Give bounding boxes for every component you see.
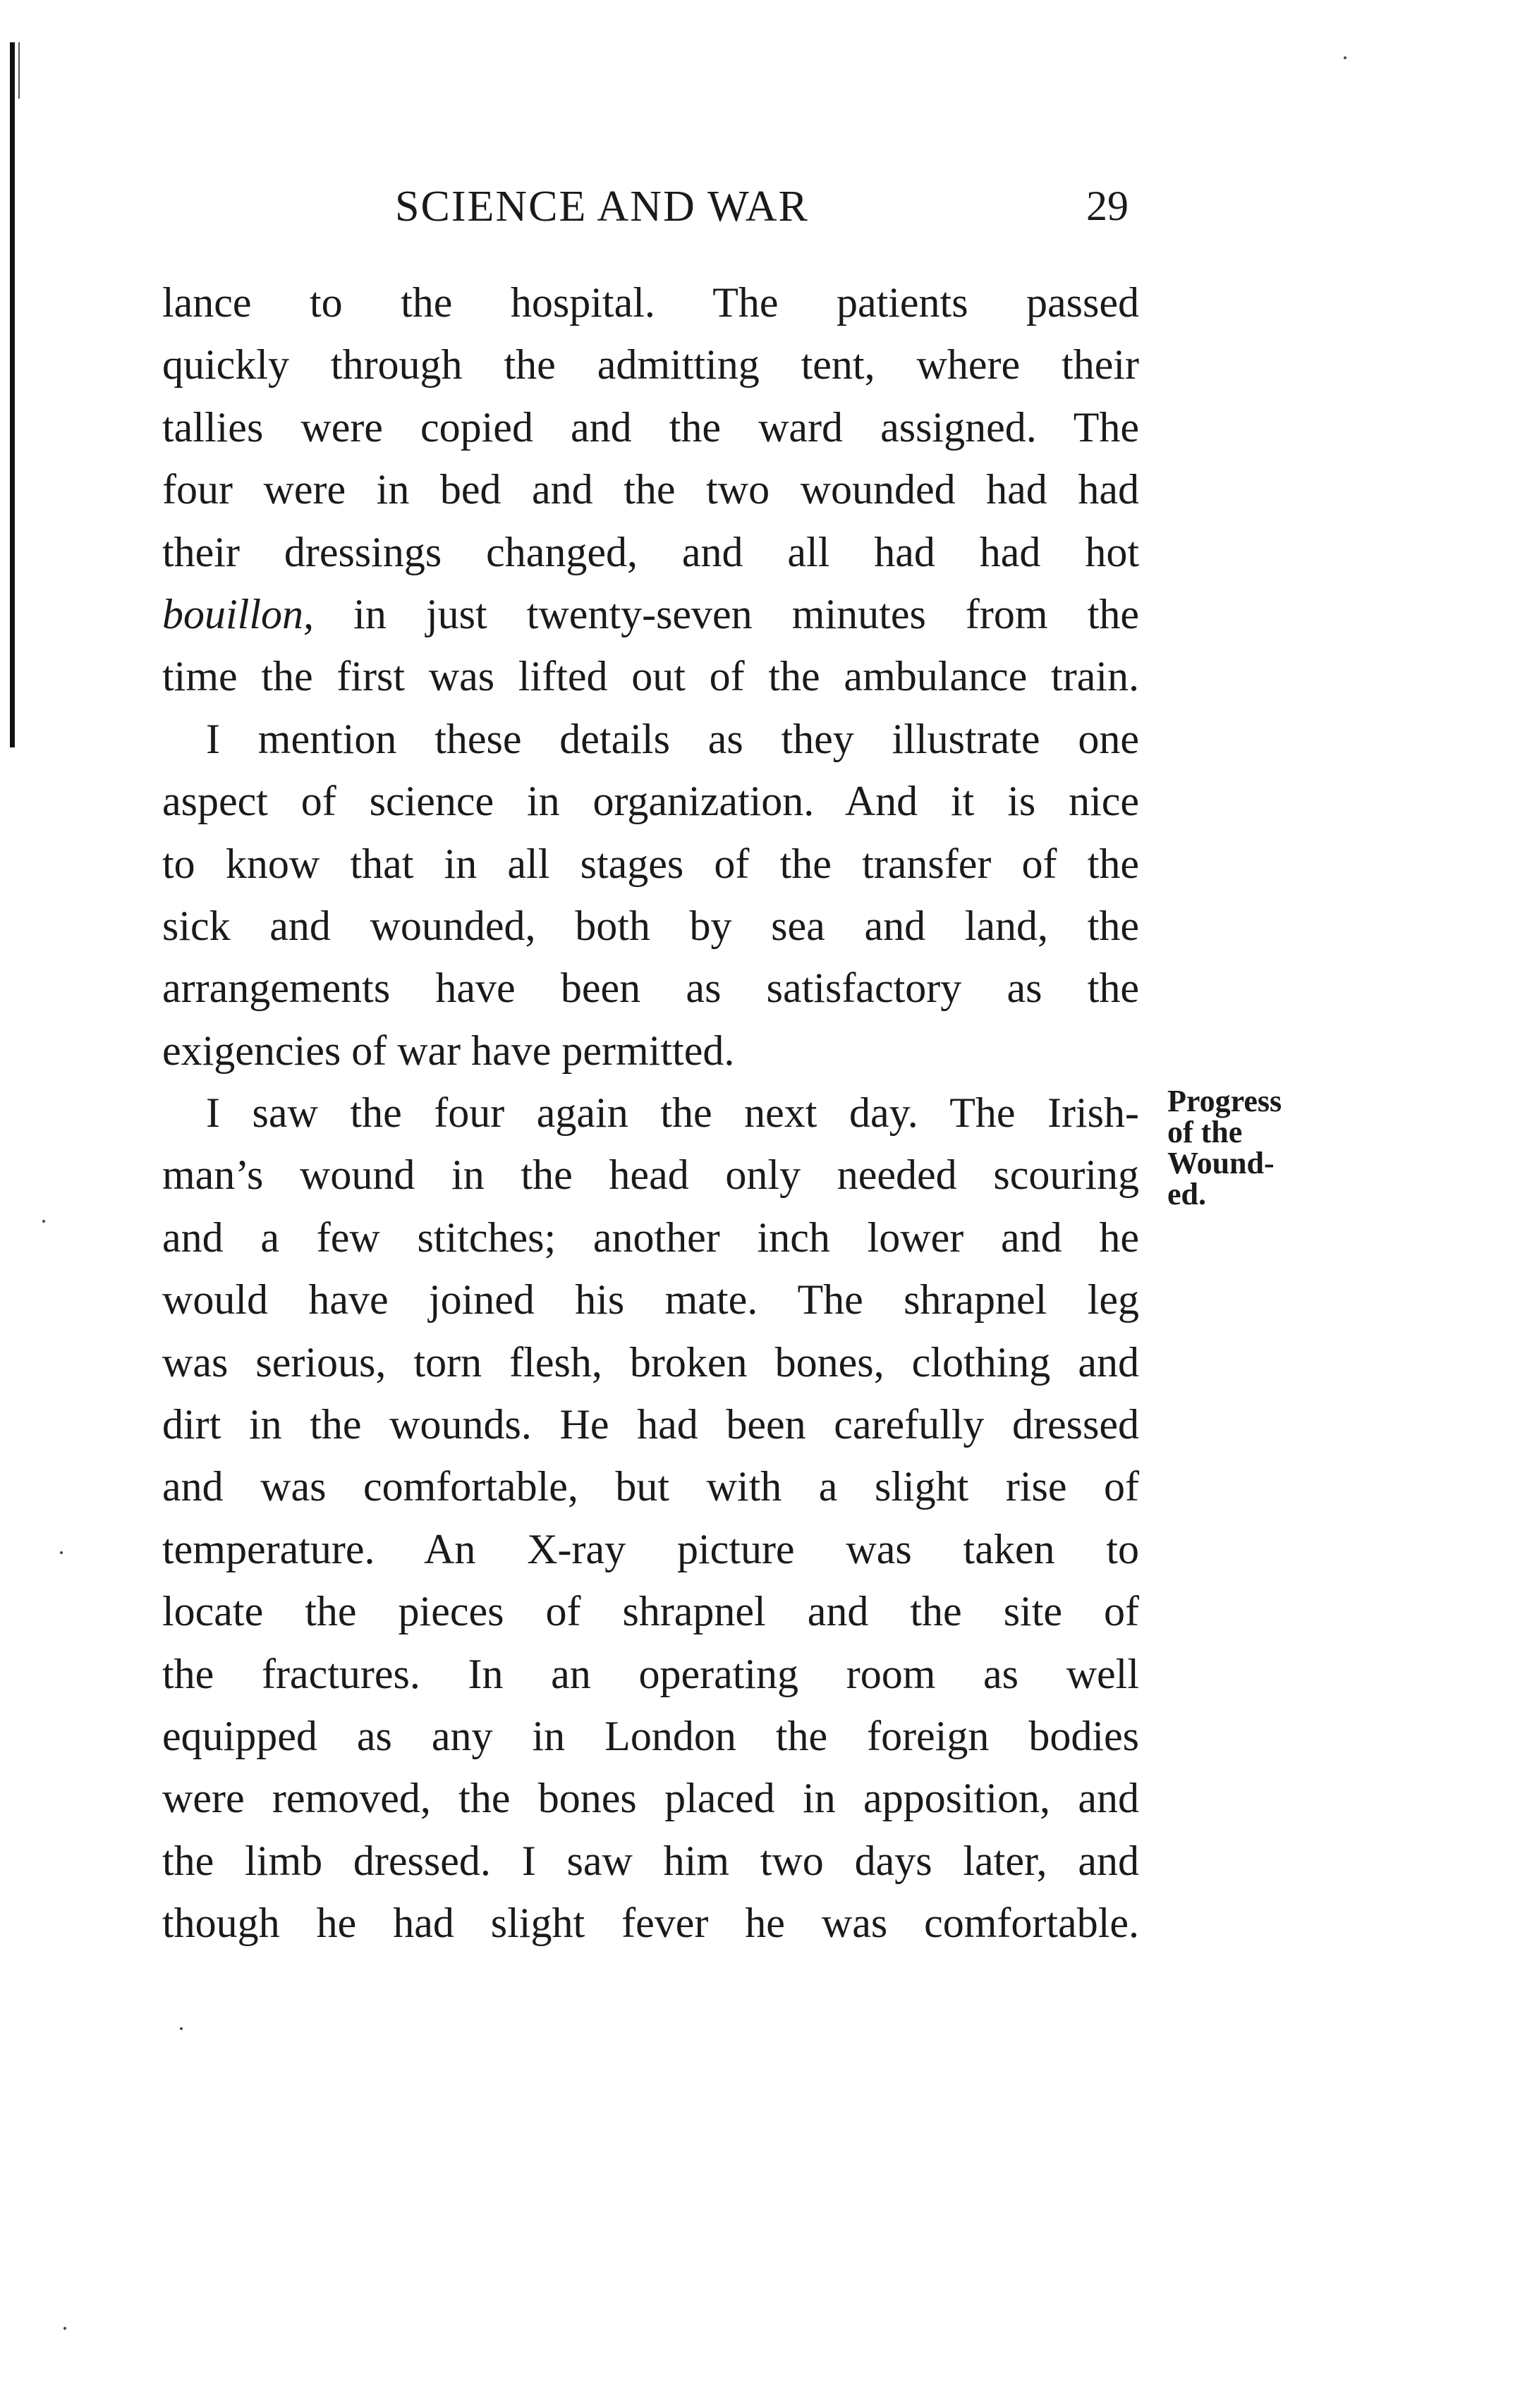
text-line: sick and wounded, both by sea and land, the	[162, 902, 1139, 949]
text-line: tallies were copied and the ward assigned. The	[162, 403, 1139, 451]
margin-note	[1167, 1086, 1337, 1210]
margin-note-line: of the	[1167, 1115, 1243, 1149]
text-line: to know that in all stages of the transfer of the	[162, 840, 1139, 887]
text-line: and was comfortable, but with a slight rise of	[162, 1463, 1139, 1510]
text-line: lance to the hospital. The patients passed	[162, 279, 1139, 326]
page-number: 29	[1086, 183, 1129, 229]
scan-speck	[42, 1220, 45, 1223]
text-line: dirt in the wounds. He had been carefully dressed	[162, 1401, 1139, 1448]
text-line-rest: in just twenty-seven minutes from the	[353, 590, 1139, 637]
text-line: exigencies of war have permitted.	[162, 1027, 735, 1074]
text-line: arrangements have been as satisfactory as the	[162, 965, 1139, 1012]
text-line: time the first was lifted out of the ambulance train.	[162, 653, 1139, 700]
scan-edge-artifact-thin	[18, 42, 20, 99]
scan-speck	[180, 2027, 183, 2030]
text-line: temperature. An X-ray picture was taken to	[162, 1525, 1139, 1572]
text-line: their dressings changed, and all had had hot	[162, 528, 1139, 575]
margin-note-line: Progress	[1167, 1084, 1282, 1118]
text-line: though he had slight fever he was comfortable.	[162, 1900, 1139, 1947]
text-line: would have joined his mate. The shrapnel leg	[162, 1276, 1139, 1324]
text-line: and a few stitches; another inch lower and he	[162, 1214, 1139, 1261]
running-title: SCIENCE AND WAR	[395, 183, 809, 231]
text-line: was serious, torn flesh, broken bones, clothing and	[162, 1338, 1139, 1386]
running-head	[162, 182, 1129, 238]
text-line: four were in bed and the two wounded had had	[162, 466, 1139, 513]
text-line: locate the pieces of shrapnel and the site of	[162, 1588, 1139, 1635]
text-line: I mention these details as they illustrate one	[206, 715, 1139, 762]
scan-speck	[63, 2327, 66, 2330]
scan-edge-artifact	[10, 42, 15, 747]
text-line: quickly through the admitting tent, where their	[162, 341, 1139, 389]
body-text	[162, 271, 1139, 1955]
text-line: I saw the four again the next day. The Irish-	[206, 1089, 1139, 1137]
text-line: aspect of science in organization. And it is nice	[162, 778, 1139, 825]
text-line: the fractures. In an operating room as well	[162, 1650, 1139, 1697]
margin-note-line: Wound-	[1167, 1146, 1275, 1180]
italic-word: bouillon,	[162, 590, 315, 637]
text-line: man’s wound in the head only needed scouring	[162, 1151, 1139, 1199]
text-line-with-italic	[162, 583, 1139, 645]
scan-speck	[60, 1551, 63, 1554]
text-line: were removed, the bones placed in apposition, and	[162, 1775, 1139, 1822]
text-line: the limb dressed. I saw him two days later, and	[162, 1837, 1139, 1884]
text-line: equipped as any in London the foreign bodies	[162, 1712, 1139, 1759]
scan-speck	[1344, 56, 1346, 59]
margin-note-line: ed.	[1167, 1177, 1206, 1211]
